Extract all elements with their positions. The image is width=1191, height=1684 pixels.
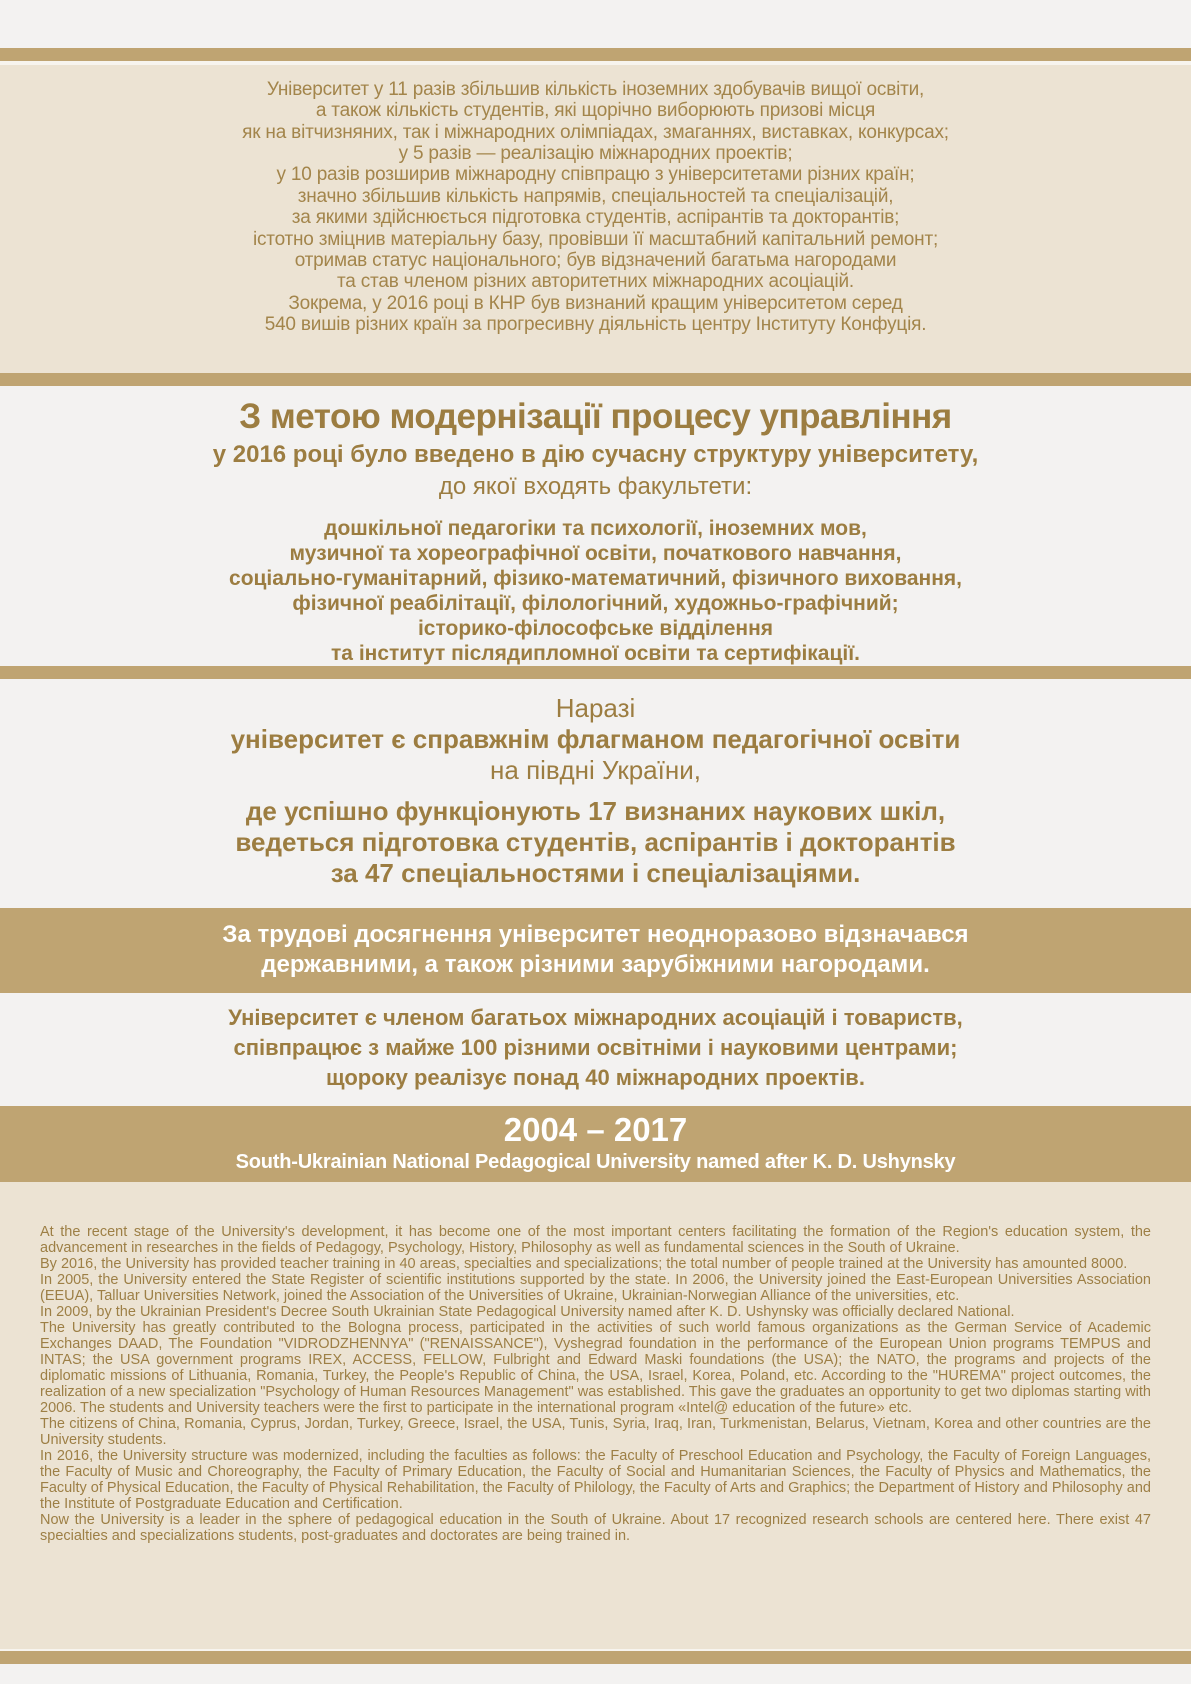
flagship-line: де успішно функціонують 17 визнаних наукових шкіл, — [245, 795, 946, 826]
divider-band-1 — [0, 373, 1191, 387]
english-paragraph: The citizens of China, Romania, Cyprus, Jordan, Turkey, Greece, Israel, the USA, Tunis, Syria, Iraq, Iran, Turkmenistan, Belarus, Vietnam, Korea and other countries are the University students. — [40, 1415, 1151, 1448]
english-paragraph: Now the University is a leader in the sphere of pedagogical education in the South of Ukraine. About 17 recognized research schools are centered here. There exist 47 specialties and specializations students, post-graduates and doctorates are being trained in. — [40, 1511, 1151, 1544]
english-paragraph: The University has greatly contributed to the Bologna process, participated in the activities of such world famous organizations as the German Service of Academic Exchanges DAAD, The Foundation "VIDRODZHENNYA" ("RENAISSANCE"), Vyshegrad foundation in the performance of the European Union programs TEMPUS and INTAS; the USA government programs IREX, ACCESS, FELLOW, Fulbright and Edward Maski foundations (the USA); the NATO, the programs and projects of the diplomatic missions of Lithuania, Romania, Turkey, the People's Republic of China, the USA, Israel, Korea, Poland, etc. According to the "HUREMA" project outcomes, the realization of a new specialization "Psychology of Human Resources Management" was established. This gave the graduates an opportunity to get two diplomas starting with 2006. The students and University teachers were the first to participate in the international program «Intel@ education of the future» etc. — [40, 1319, 1151, 1416]
english-paragraph: In 2009, by the Ukrainian President's Decree South Ukrainian State Pedagogical University named after K. D. Ushynsky was officially declared National. — [40, 1303, 1015, 1320]
flagship-line: ведеться підготовка студентів, аспірантів і докторантів — [235, 826, 956, 857]
achievements-line: Зокрема, у 2016 році в КНР був визнаний кращим університетом серед — [288, 292, 903, 314]
modernization-heading: З метою модернізації процесу управління — [239, 397, 952, 437]
achievements-line: а також кількість студентів, які щорічно виборюють призові місця — [315, 100, 876, 122]
flagship-line: університет є справжнім флагманом педагогічної освіти — [230, 723, 961, 754]
english-paragraph: By 2016, the University has provided teacher training in 40 areas, specialties and specializations; the total number of people trained at the University has amounted 8000. — [40, 1255, 1128, 1272]
flagship-line: за 47 спеціальностями і спеціалізаціями. — [330, 857, 861, 888]
achievements-line: отримав статус національного; був відзначений багатьма нагородами — [294, 250, 897, 272]
years-range: 2004 – 2017 — [503, 1111, 688, 1149]
english-section — [0, 1182, 1191, 1649]
top-margin-strip — [0, 0, 1191, 48]
membership-line: співпрацює з майже 100 різними освітніми і науковими центрами; — [233, 1034, 958, 1060]
faculty-line: соціально-гуманітарний, фізико-математичний, фізичного виховання, — [229, 567, 962, 591]
achievements-section — [0, 65, 1191, 373]
divider-band-2 — [0, 666, 1191, 679]
achievements-line: Університет у 11 разів збільшив кількість іноземних здобувачів вищої освіти, — [266, 78, 925, 100]
achievements-line: у 5 разів — реалізацію міжнародних проектів; — [398, 143, 793, 165]
faculty-line: історико-філософське відділення — [417, 617, 774, 641]
faculty-line: фізичної реабілітації, філологічний, художньо-графічний; — [292, 592, 899, 616]
faculty-line: музичної та хореографічної освіти, початкового навчання, — [289, 542, 902, 566]
flagship-gap — [0, 786, 1191, 796]
achievements-line: та став членом різних авторитетних міжнародних асоціацій. — [337, 271, 854, 293]
awards-band — [0, 908, 1191, 993]
faculty-line: дошкільної педагогіки та психології, іноземних мов, — [324, 517, 867, 541]
achievements-line: як на вітчизняних, так і міжнародних олімпіадах, змаганнях, виставках, конкурсах; — [242, 121, 949, 143]
achievements-line: істотно зміцнив матеріальну базу, провівши її масштабний капітальний ремонт; — [252, 228, 939, 250]
flagship-section — [0, 679, 1191, 908]
awards-line: За трудові досягнення університет неодноразово відзначався — [222, 921, 969, 949]
title-band — [0, 1106, 1191, 1182]
membership-line: Університет є членом багатьох міжнародних асоціацій і товариств, — [228, 1004, 963, 1030]
achievements-line: за якими здійснюється підготовка студентів, аспірантів та докторантів; — [291, 207, 900, 229]
membership-section — [0, 993, 1191, 1106]
flagship-line: Наразі — [555, 692, 636, 723]
achievements-line: у 10 разів розширив міжнародну співпрацю з університетами різних країн; — [276, 164, 915, 186]
english-paragraph: At the recent stage of the University's development, it has become one of the most important centers facilitating the formation of the Region's education system, the advancement in researches in the fields of Pedagogy, Psychology, History, Philosophy as well as fundamental sciences in the South of Ukraine. — [40, 1223, 1151, 1256]
modernization-lead-in: до якої входять факультети: — [438, 473, 753, 501]
modernization-section — [0, 386, 1191, 666]
flagship-line: на півдні України, — [490, 754, 701, 785]
divider-band-top — [0, 48, 1191, 61]
english-paragraph: In 2016, the University structure was modernized, including the faculties as follows: the Faculty of Preschool Education and Psychology, the Faculty of Foreign Languages, the Faculty of Music and Choreography, the Faculty of Primary Education, the Faculty of Social and Humanitarian Sciences, the Faculty of Physics and Mathematics, the Faculty of Physical Education, the Faculty of Physical Rehabilitation, the Faculty of Philology, the Faculty of Arts and Graphics; the Department of History and Philosophy and the Institute of Postgraduate Education and Certification. — [40, 1447, 1151, 1512]
divider-band-bottom — [0, 1651, 1191, 1664]
membership-line: щороку реалізує понад 40 міжнародних проектів. — [326, 1064, 865, 1090]
faculty-line: та інститут післядипломної освіти та сертифікації. — [331, 642, 860, 666]
modernization-subheading: у 2016 році було введено в дію сучасну структуру університету, — [212, 441, 979, 469]
awards-line: державними, а також різними зарубіжними нагородами. — [261, 951, 930, 979]
achievements-line: 540 вишів різних країн за прогресивну діяльність центру Інституту Конфуція. — [264, 314, 927, 336]
university-name: South-Ukrainian National Pedagogical University named after K. D. Ushynsky — [235, 1151, 956, 1174]
english-paragraph: In 2005, the University entered the State Register of scientific institutions supported by the state. In 2006, the University joined the East-European Universities Association (EEUA), Talluar Universities Network, joined the Association of the Universities of Ukraine, Ukrainian-Norwegian Alliance of the universities, etc. — [40, 1271, 1151, 1304]
achievements-line: значно збільшив кількість напрямів, спеціальностей та спеціалізацій, — [297, 185, 894, 207]
bottom-margin-strip — [0, 1664, 1191, 1684]
